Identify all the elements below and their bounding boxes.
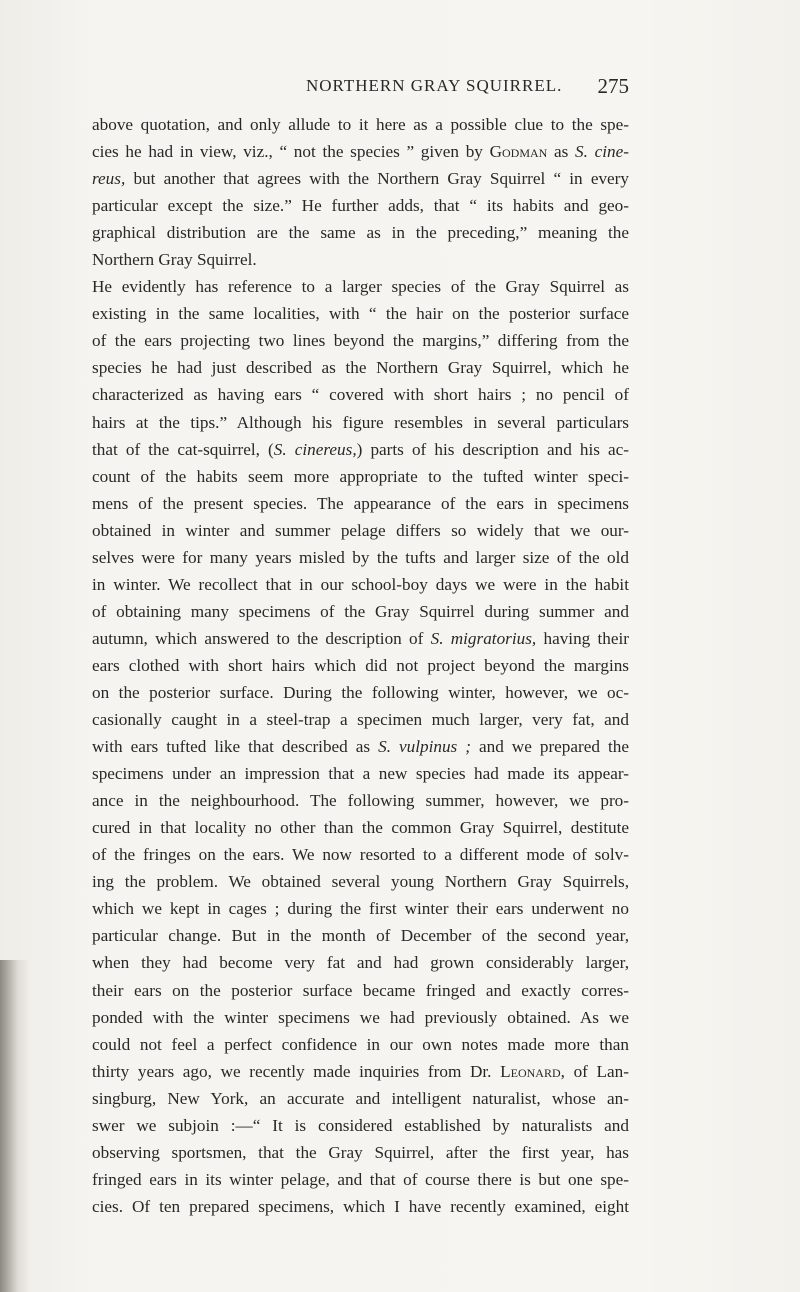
text-segment: existing in the same localities, with “ the hair on the posterior surface — [92, 304, 629, 324]
text-line — [92, 625, 629, 652]
text-segment: of the fringes on the ears. We now resorted to a different mode of solv- — [92, 845, 629, 865]
italic-text: S. migratorius, — [430, 628, 537, 648]
text-segment: as — [547, 142, 576, 162]
text-segment: autumn, which answered to the description of — [92, 628, 431, 648]
text-line — [92, 733, 629, 760]
text-segment: swer we subjoin :—“ It is considered established by naturalists and — [92, 1115, 629, 1135]
text-segment: graphical distribution are the same as in the preceding,” meaning the — [92, 223, 629, 243]
text-segment: thirty years ago, we recently made inquiries from Dr. — [92, 1061, 501, 1081]
text-segment: ponded with the winter specimens we had previously obtained. As we — [92, 1007, 629, 1027]
text-line — [92, 814, 629, 841]
text-segment: their ears on the posterior surface became fringed and exactly corres- — [92, 980, 629, 1000]
text-line — [92, 949, 629, 976]
text-line — [92, 544, 629, 571]
text-line — [92, 1085, 629, 1112]
text-line — [92, 706, 629, 733]
text-segment: that of the cat-squirrel, ( — [92, 439, 274, 459]
text-line — [92, 1031, 629, 1058]
text-segment: on the posterior surface. During the following winter, however, we oc- — [92, 682, 629, 702]
text-segment: and we prepared the — [470, 737, 629, 757]
text-line — [92, 138, 629, 165]
text-line — [92, 652, 629, 679]
text-line — [92, 1166, 629, 1193]
text-line — [92, 787, 629, 814]
text-line — [92, 381, 629, 408]
text-line — [92, 463, 629, 490]
text-segment: ) parts of his description and his ac- — [356, 439, 630, 459]
text-segment: which we kept in cages ; during the first winter their ears underwent no — [92, 899, 629, 919]
text-segment: cies he had in view, viz., “ not the species ” given by — [92, 142, 490, 162]
text-line — [92, 841, 629, 868]
page-number: 275 — [597, 74, 629, 98]
text-line — [92, 598, 629, 625]
italic-text: S. cine- — [575, 142, 629, 162]
text-line — [92, 219, 629, 246]
text-line — [92, 977, 629, 1004]
italic-text: S. cinereus, — [273, 439, 357, 459]
text-segment: He evidently has reference to a larger species of the Gray Squirrel as — [92, 277, 629, 297]
text-line — [92, 192, 629, 219]
text-line — [92, 300, 629, 327]
italic-text: S. vulpinus ; — [378, 737, 471, 757]
text-segment: species he had just described as the Northern Gray Squirrel, which he — [92, 358, 629, 378]
text-segment: ears clothed with short hairs which did not project beyond the margins — [92, 655, 629, 675]
text-line — [92, 571, 629, 598]
body-text — [92, 111, 629, 1220]
text-segment: specimens under an impression that a new species had made its appear- — [92, 764, 629, 784]
text-segment: ance in the neighbourhood. The following summer, however, we pro- — [92, 791, 629, 811]
text-segment: selves were for many years misled by the tufts and larger size of the old — [92, 547, 629, 567]
text-segment: , of Lan- — [560, 1061, 630, 1081]
text-line — [92, 895, 629, 922]
text-line — [92, 1139, 629, 1166]
page-header — [92, 76, 629, 100]
text-segment: mens of the present species. The appearance of the ears in specimens — [92, 493, 629, 513]
text-line — [92, 1193, 629, 1220]
text-segment: count of the habits seem more appropriate to the tufted winter speci- — [92, 466, 629, 486]
text-segment: cies. Of ten prepared specimens, which I have recently examined, eight — [92, 1196, 629, 1216]
text-segment: cured in that locality no other than the common Gray Squirrel, destitute — [92, 818, 629, 838]
text-line — [92, 246, 629, 273]
text-line — [92, 436, 629, 463]
text-line — [92, 165, 629, 192]
text-line — [92, 868, 629, 895]
text-segment: in winter. We recollect that in our school-boy days we were in the habit — [92, 574, 629, 594]
text-line — [92, 409, 629, 436]
text-segment: hairs at the tips.” Although his figure resembles in several particulars — [92, 412, 629, 432]
running-title: NORTHERN GRAY SQUIRREL. — [306, 76, 563, 95]
text-line — [92, 1058, 629, 1085]
text-segment: characterized as having ears “ covered with short hairs ; no pencil of — [92, 385, 629, 405]
page-edge-shadow — [0, 960, 30, 1292]
text-line — [92, 1112, 629, 1139]
text-segment: Northern Gray Squirrel. — [92, 250, 257, 270]
text-segment: particular except the size.” He further adds, that “ its habits and geo- — [92, 196, 629, 216]
text-segment: above quotation, and only allude to it here as a possible clue to the spe- — [92, 115, 629, 134]
small-caps-name: Leonard — [500, 1061, 561, 1081]
text-line — [92, 922, 629, 949]
text-segment: ing the problem. We obtained several young Northern Gray Squirrels, — [92, 872, 629, 892]
text-line — [92, 327, 629, 354]
text-segment: fringed ears in its winter pelage, and that of course there is but one spe- — [92, 1169, 629, 1189]
text-line — [92, 490, 629, 517]
text-segment: but another that agrees with the Northern Gray Squirrel “ in every — [125, 169, 629, 189]
text-segment: observing sportsmen, that the Gray Squirrel, after the first year, has — [92, 1142, 629, 1162]
text-line — [92, 517, 629, 544]
text-segment: when they had become very fat and had grown considerably larger, — [92, 953, 629, 973]
text-segment: particular change. But in the month of December of the second year, — [92, 926, 629, 946]
text-segment: of the ears projecting two lines beyond the margins,” differing from the — [92, 331, 629, 351]
text-line — [92, 354, 629, 381]
text-segment: casionally caught in a steel-trap a specimen much larger, very fat, and — [92, 710, 629, 730]
text-line — [92, 679, 629, 706]
text-segment: with ears tufted like that described as — [92, 737, 379, 757]
italic-text: reus, — [92, 169, 126, 189]
text-segment: could not feel a perfect confidence in our own notes made more than — [92, 1034, 629, 1054]
text-line — [92, 1004, 629, 1031]
text-segment: of obtaining many specimens of the Gray Squirrel during summer and — [92, 601, 629, 621]
small-caps-name: Godman — [489, 142, 548, 162]
text-line — [92, 111, 629, 138]
text-segment: having their — [536, 628, 630, 648]
text-segment: obtained in winter and summer pelage differs so widely that we our- — [92, 520, 629, 540]
text-line — [92, 760, 629, 787]
text-segment: singburg, New York, an accurate and intelligent naturalist, whose an- — [92, 1088, 629, 1108]
text-line — [92, 273, 629, 300]
